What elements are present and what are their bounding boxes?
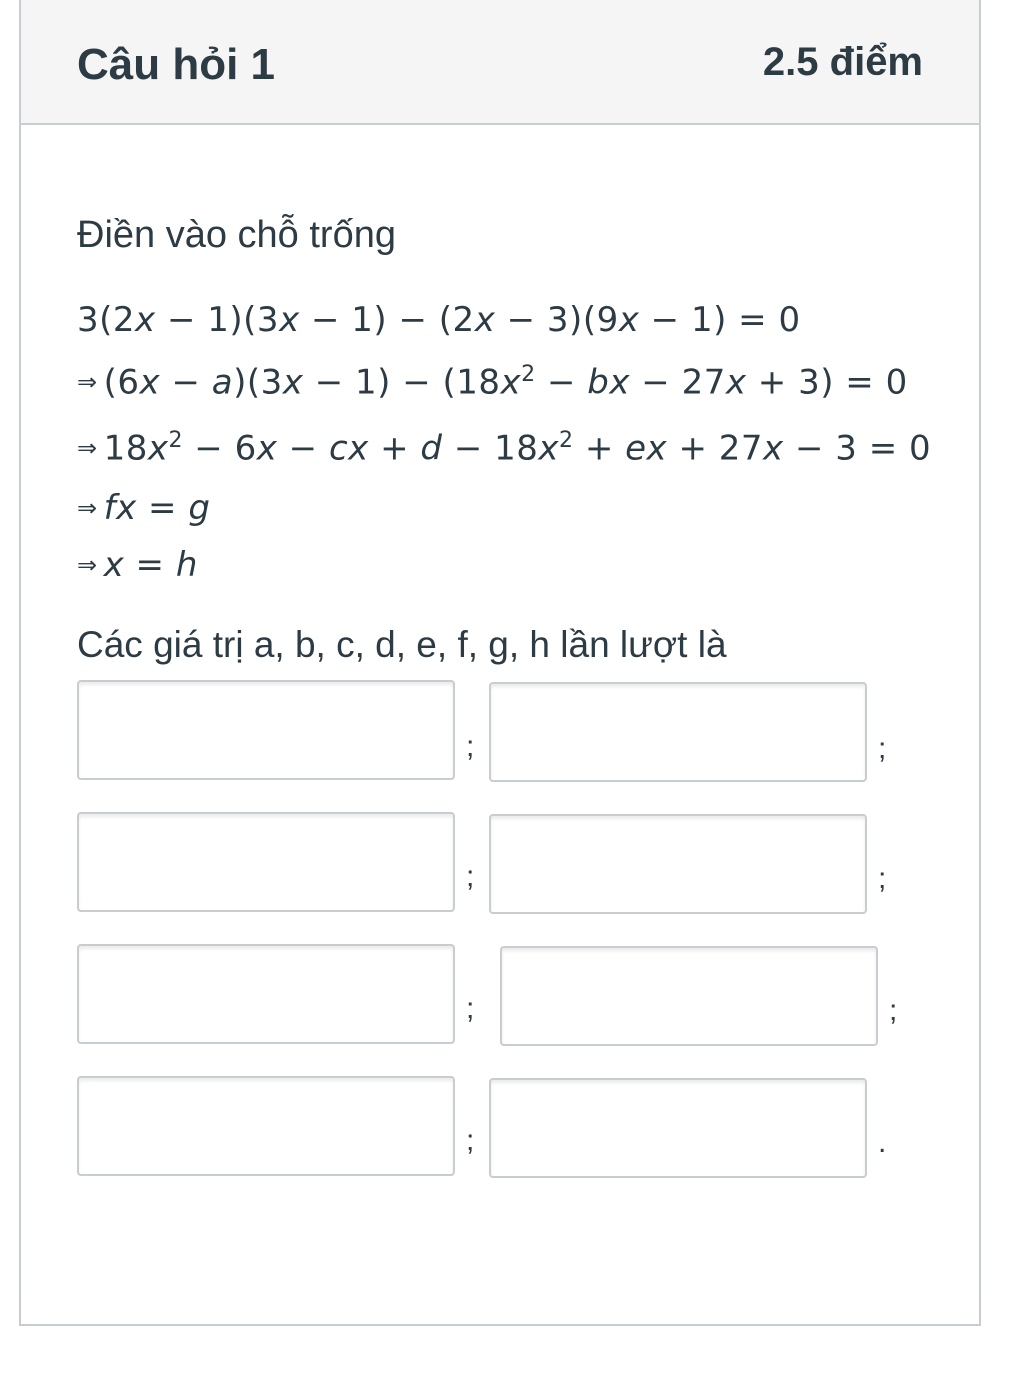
answer-input-a[interactable] [77,680,455,780]
separator-7: ; [466,1124,475,1157]
instruction-text: Điền vào chỗ trống [77,214,396,256]
answer-input-d[interactable] [489,814,867,914]
question-header [21,0,979,125]
question-points: 2.5 điểm [762,40,923,84]
answer-input-b[interactable] [489,682,867,782]
period-end: . [878,1126,887,1159]
math-line-4: ⇒ fx = g [77,488,211,528]
separator-3: ; [466,860,475,893]
answer-input-f[interactable] [500,946,878,1046]
separator-4: ; [878,862,887,895]
answer-input-g[interactable] [77,1076,455,1176]
separator-1: ; [466,730,475,763]
question-card [19,0,981,1326]
math-line-2: ⇒ $(6x - a)(3x - 1) - (18x^2$ − bx − 27x + 3) = 0 [77,362,908,403]
answer-input-h[interactable] [489,1078,867,1178]
math-line-3: ⇒ $18x^2 - 6x$ − cx + $d - 18x^2$ + ex + 27x − 3 = 0 [77,428,932,469]
math-line-5: ⇒ x = h [77,545,198,585]
separator-6: ; [889,994,898,1027]
answer-input-c[interactable] [77,812,455,912]
question-title: Câu hỏi 1 [77,40,276,89]
math-line-1: 3(2x − 1)(3x − 1) − (2x − 3)(9x − 1) = 0 [77,300,801,340]
separator-5: ; [466,992,475,1025]
question-text: Các giá trị a, b, c, d, e, f, g, h lần lượt là [77,624,727,665]
answer-input-e[interactable] [77,944,455,1044]
separator-2: ; [878,732,887,765]
